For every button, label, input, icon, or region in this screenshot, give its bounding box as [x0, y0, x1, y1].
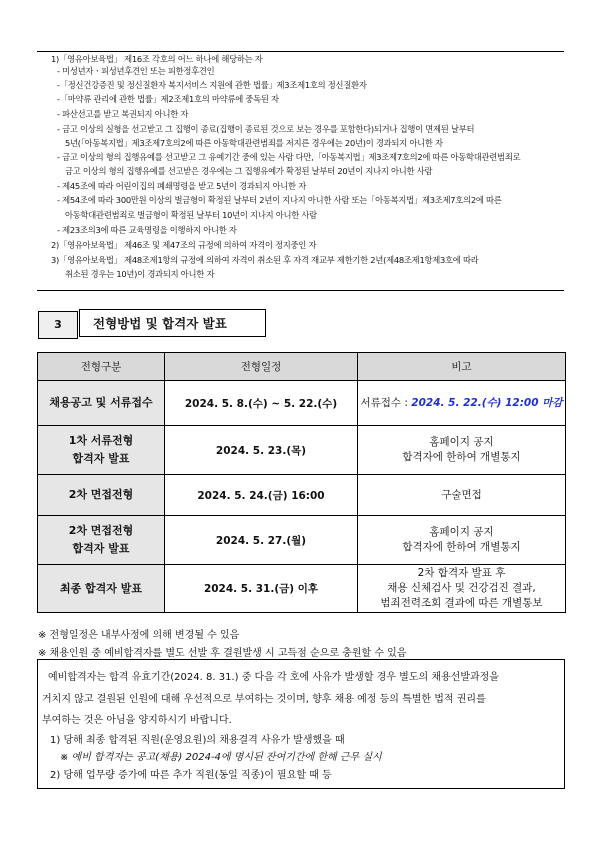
- eligibility-line: -「정신건강증진 및 정신질환자 복지서비스 지원에 관한 법률」제3조제1호의 정신질환자: [57, 80, 367, 90]
- reserve-item: 2) 당해 업무량 증가에 따른 추가 직원(동일 직종)이 필요할 때 등: [50, 770, 332, 781]
- eligibility-line: -「마약류 관리에 관한 법률」제2조제1호의 마약류에 중독된 자: [57, 94, 279, 104]
- note-line: 범죄전력조회 결과에 따른 개별통보: [380, 597, 543, 609]
- note-line: 합격자에 한하여 개별통지: [402, 541, 521, 553]
- reserve-paragraph-line: 예비합격자는 합격 유효기간(2024. 8. 31.) 중 다음 각 호에 사유가 발생할 경우 별도의 채용선발과정을: [48, 672, 499, 683]
- eligibility-line: 아동학대관련범죄로 벌금형이 확정된 날부터 10년이 지나지 아니한 사람: [65, 210, 317, 220]
- table-row: [38, 565, 566, 613]
- schedule-table: [37, 352, 566, 613]
- eligibility-line: - 파산선고를 받고 복권되지 아니한 자: [57, 109, 189, 119]
- eligibility-line: 금고 이상의 형의 집행유예를 선고받은 경우에는 그 집행유예가 확정된 날부터 20년이 지나지 아니한 사람: [65, 166, 433, 176]
- stage-line: 1차 서류전형: [68, 434, 134, 447]
- note-line: 홈페이지 공지: [429, 526, 494, 538]
- eligibility-line: - 제54조에 따라 300만원 이상의 벌금형이 확정된 날부터 2년이 지나지 아니한 사람 또는「아동복지법」제3조제7호의2에 따른: [57, 195, 502, 205]
- eligibility-line: - 제23조의3에 따른 교육명령을 이행하지 아니한 자: [57, 225, 237, 235]
- reserve-box: [37, 659, 565, 789]
- note-line: 채용 신체검사 및 건강검진 결과,: [387, 582, 536, 594]
- eligibility-line: - 미성년자ㆍ피성년후견인 또는 피한정후견인: [57, 66, 215, 76]
- note-cell: [358, 516, 566, 565]
- note-line: 홈페이지 공지: [429, 436, 494, 448]
- eligibility-box: [37, 51, 564, 291]
- eligibility-line: 5년(「아동복지법」제3조제7호의2에 따른 아동학대관련범죄를 저지른 경우에는 20년)이 경과되지 아니한 자: [65, 138, 443, 148]
- stage-cell: [38, 426, 165, 475]
- table-header-row: [38, 353, 566, 381]
- column-header: 비고: [358, 353, 566, 381]
- stage-cell: [38, 516, 165, 565]
- date-cell: 2024. 5. 24.(금) 16:00: [165, 475, 358, 516]
- reserve-item-note: ※ 예비 합격자는 공고(채용) 2024-4에 명시된 잔여기간에 한해 근무 실시: [60, 752, 382, 763]
- table-row: [38, 475, 566, 516]
- reserve-item: 1) 당해 최종 합격된 직원(운영요원)의 채용결격 사유가 발생했을 때: [50, 735, 345, 746]
- stage-line: 합격자 발표: [72, 542, 130, 555]
- stage-cell: 2차 면접전형: [38, 475, 165, 516]
- schedule-note: ※ 채용인원 중 예비합격자를 별도 선발 후 결원발생 시 고득점 순으로 충원할 수 있음: [38, 648, 407, 659]
- eligibility-line: 1)「영유아보육법」 제16조 각호의 어느 하나에 해당하는 자: [51, 54, 263, 64]
- eligibility-line: 2)「영유아보육법」 제46조 및 제47조의 규정에 의하여 자격이 정지중인 자: [51, 240, 317, 250]
- eligibility-line: - 제45조에 따라 어린이집의 폐쇄명령을 받고 5년이 경과되지 아니한 자: [57, 181, 306, 191]
- section-number: 3: [38, 311, 78, 339]
- stage-line: 합격자 발표: [72, 452, 130, 465]
- table-row: [38, 516, 566, 565]
- eligibility-line: - 금고 이상의 형의 집행유예를 선고받고 그 유예기간 중에 있는 사람 다만,「아동복지법」제3조제7호의2에 따른 아동학대관련범죄로: [57, 152, 521, 162]
- table-row: [38, 381, 566, 426]
- stage-cell: 최종 합격자 발표: [38, 565, 165, 613]
- reserve-paragraph-line: 거치지 않고 결원된 인원에 대해 우선적으로 부여하는 것이며, 향후 채용 예정 등의 특별한 법적 권리를: [42, 694, 486, 705]
- note-line: 합격자에 한하여 개별통지: [402, 451, 521, 463]
- schedule-note: ※ 전형일정은 내부사정에 의해 변경될 수 있음: [38, 630, 240, 641]
- eligibility-line: 취소된 경우는 10년)이 경과되지 아니한 자: [65, 269, 215, 279]
- reserve-paragraph-line: 부여하는 것은 아님을 양지하시기 바랍니다.: [42, 715, 232, 726]
- note-cell: [358, 426, 566, 475]
- date-cell: 2024. 5. 31.(금) 이후: [165, 565, 358, 613]
- section-title: 전형방법 및 합격자 발표: [79, 309, 266, 337]
- note-cell: [358, 381, 566, 426]
- note-line: 2차 합격자 발표 후: [417, 567, 506, 579]
- column-header: 전형일정: [165, 353, 358, 381]
- note-cell: 구술면접: [358, 475, 566, 516]
- note-cell: [358, 565, 566, 613]
- deadline-highlight: 2024. 5. 22.(수) 12:00 마감: [411, 396, 563, 409]
- eligibility-line: 3)「영유아보육법」 제48조제1항의 규정에 의하여 자격이 취소된 후 자격 재교부 제한기한 2년(제48조제1항제3호에 따라: [51, 255, 479, 265]
- stage-line: 2차 면접전형: [68, 524, 134, 537]
- date-cell: 2024. 5. 8.(수) ~ 5. 22.(수): [165, 381, 358, 426]
- table-row: [38, 426, 566, 475]
- date-cell: 2024. 5. 23.(목): [165, 426, 358, 475]
- note-prefix: 서류접수 :: [360, 396, 412, 409]
- eligibility-line: - 금고 이상의 실형을 선고받고 그 집행이 종료(집행이 종료된 것으로 보는 경우를 포함한다)되거나 집행이 면제된 날부터: [57, 124, 475, 134]
- column-header: 전형구분: [38, 353, 165, 381]
- stage-cell: 채용공고 및 서류접수: [38, 381, 165, 426]
- date-cell: 2024. 5. 27.(월): [165, 516, 358, 565]
